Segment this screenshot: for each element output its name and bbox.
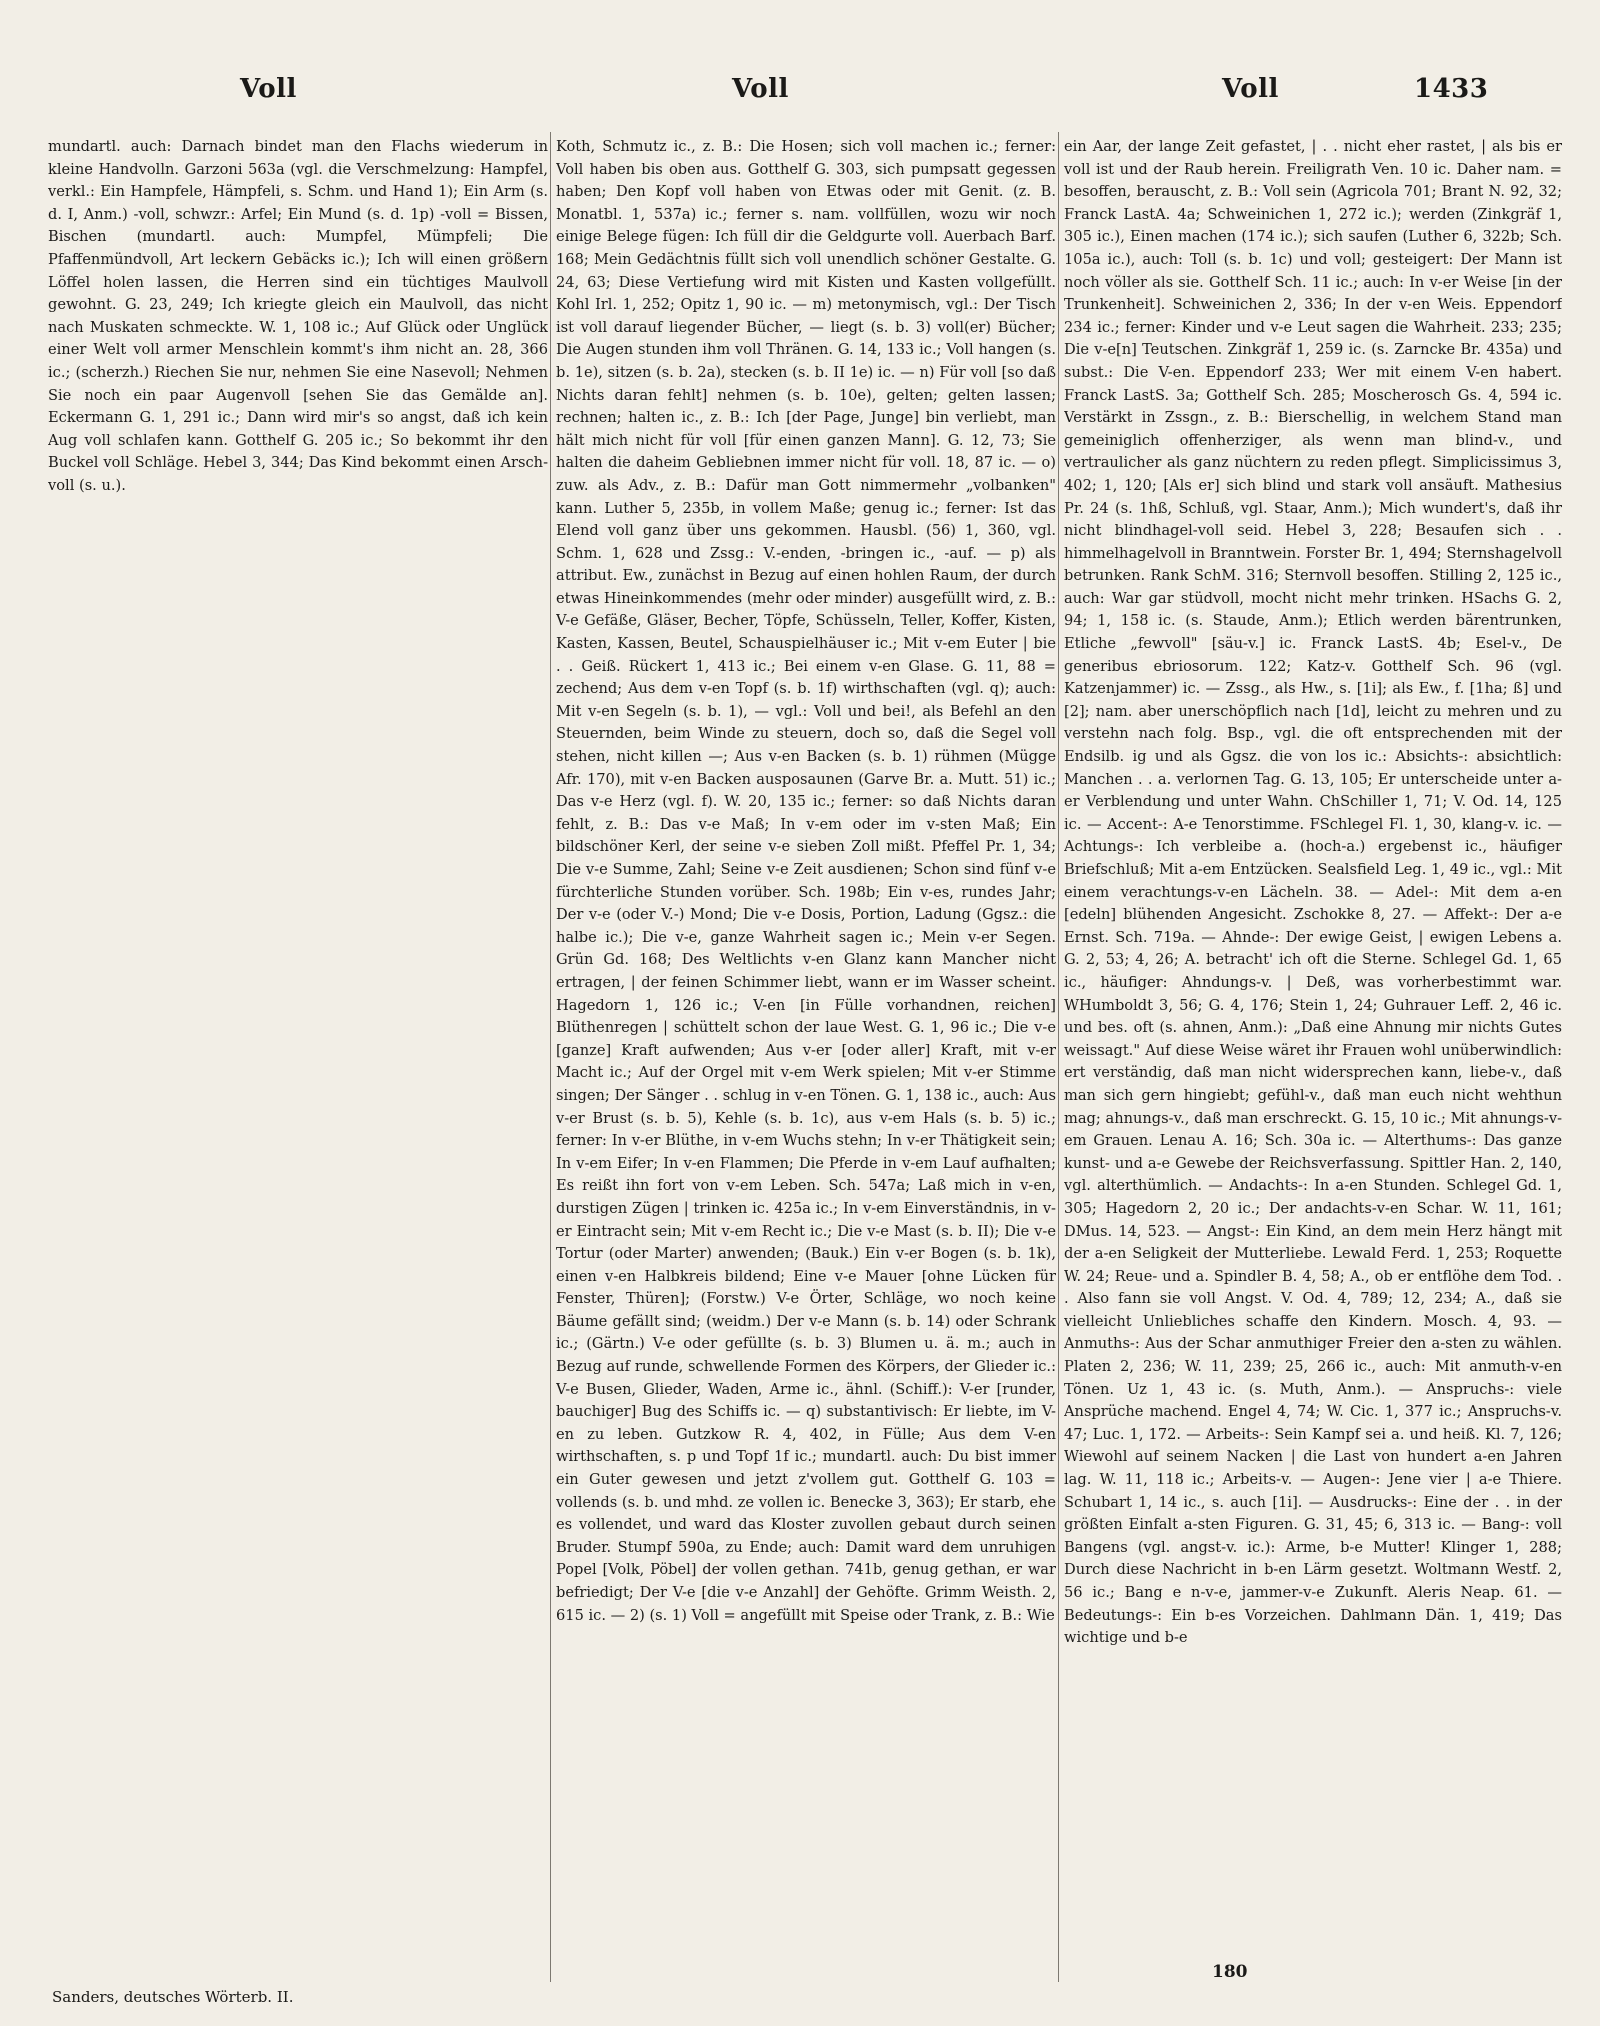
column-2-paragraph: Koth, Schmutz ic., z. B.: Die Hosen; sich voll machen ic.; ferner: Voll haben bis oben aus. Gotthelf G. 303, sich pumpsatt gegessen haben; Den Kopf voll haben von Etwas oder mit Genit. (z. B. Monatbl. 1, 537a) ic.; ferner s. nam. vollfüllen, wozu wir noch einige Belege fügen: Ich füll dir die Geldgurte voll. Auerbach Barf. 168; Mein Gedächtnis füllt sich voll unendlich schöner Gestalte. G. 24, 63; Diese Vertiefung wird mit Kisten und Kasten vollgefüllt. Kohl Irl. 1, 252; Opitz 1, 90 ic. — m) metonymisch, vgl.: Der Tisch ist voll darauf liegender Bücher, — liegt (s. b. 3) voll(er) Bücher; Die Augen stunden ihm voll Thränen. G. 14, 133 ic.; Voll hangen (s. b. 1e), sitzen (s. b. 2a), stecken (s. b. II 1e) ic. — n) Für voll [so daß Nichts daran fehlt] nehmen (s. b. 10e), gelten; gelten lassen; rechnen; halten ic., z. B.: Ich [der Page, Junge] bin verliebt, man hält mich nicht für voll [für einen ganzen Mann]. G. 12, 73; Sie halten die daheim Gebliebnen immer nicht für voll. 18, 87 ic. — o) zuw. als Adv., z. B.: Dafür man Gott nimmermehr „volbanken" kann. Luther 5, 235b, in vollem Maße; genug ic.; ferner: Ist das Elend voll ganz über uns gekommen. Hausbl. (56) 1, 360, vgl. Schm. 1, 628 und Zssg.: V.-enden, -bringen ic., -auf. — p) als attribut. Ew., zunächst in Bezug auf einen hohlen Raum, der durch etwas Hineinkommendes (mehr oder minder) ausgefüllt wird, z. B.: V-e Gefäße, Gläser, Becher, Töpfe, Schüsseln, Teller, Koffer, Kisten, Kasten, Kassen, Beutel, Schauspielhäuser ic.; Mit v-em Euter | bie . . Geiß. Rückert 1, 413 ic.; Bei einem v-en Glase. G. 11, 88 = zechend; Aus dem v-en Topf (s. b. 1f) wirthschaften (vgl. q); auch: Mit v-en Segeln (s. b. 1), — vgl.: Voll und bei!, als Befehl an den Steuernden, beim Winde zu steuern, doch so, daß die Segel voll stehen, nicht killen —; Aus v-en Backen (s. b. 1) rühmen (Mügge Afr. 170), mit v-en Backen ausposaunen (Garve Br. a. Mutt. 51) ic.; Das v-e Herz (vgl. f). W. 20, 135 ic.; ferner: so daß Nichts daran fehlt, z. B.: Das v-e Maß; In v-em oder im v-sten Maß; Ein bildschöner Kerl, der seine v-e sieben Zoll mißt. Pfeffel Pr. 1, 34; Die v-e Summe, Zahl; Seine v-e Zeit ausdienen; Schon sind fünf v-e fürchterliche Stunden vorüber. Sch. 198b; Ein v-es, rundes Jahr; Der v-e (oder V.-) Mond; Die v-e Dosis, Portion, Ladung (Ggsz.: die halbe ic.); Die v-e, ganze Wahrheit sagen ic.; Mein v-er Segen. Grün Gd. 168; Des Weltlichts v-en Glanz kann Mancher nicht ertragen, | der feinen Schimmer liebt, wann er im Wasser scheint. Hagedorn 1, 126 ic.; V-en [in Fülle vorhandnen, reichen] Blüthenregen | schüttelt schon der laue West. G. 1, 96 ic.; Die v-e [ganze] Kraft aufwenden; Aus v-er [oder aller] Kraft, mit v-er Macht ic.; Auf der Orgel mit v-em Werk spielen; Mit v-er Stimme singen; Der Sänger . . schlug in v-en Tönen. G. 1, 138 ic., auch: Aus v-er Brust (s. b. 5), Kehle (s. b. 1c), aus v-em Hals (s. b. 5) ic.; ferner: In v-er Blüthe, in v-em Wuchs stehn; In v-er Thätigkeit sein; In v-em Eifer; In v-en Flammen; Die Pferde in v-em Lauf aufhalten; Es reißt ihn fort von v-em Leben. Sch. 547a; Laß mich in v-en, durstigen Zügen | trinken ic. 425a ic.; In v-em Einverständnis, in v-er Eintracht sein; Mit v-em Recht ic.; Die v-e Mast (s. b. II); Die v-e Tortur (oder Marter) anwenden; (Bauk.) Ein v-er Bogen (s. b. 1k), einen v-en Halbkreis bildend; Eine v-e Mauer [ohne Lücken für Fenster, Thüren]; (Forstw.) V-e Örter, Schläge, wo noch keine Bäume gefällt sind; (weidm.) Der v-e Mann (s. b. 14) oder Schrank ic.; (Gärtn.) V-e oder gefüllte (s. b. 3) Blumen u. ä. m.; auch in Bezug auf runde, schwellende Formen des Körpers, der Glieder ic.: V-e Busen, Glieder, Waden, Arme ic., ähnl. (Schiff.): V-er [runder, bauchiger] Bug des Schiffs ic. — q) substantivisch: Er liebte, im V-en zu leben. Gutzkow R. 4, 402, in Fülle; Aus dem V-en wirthschaften, s. p und Topf 1f ic.; mundartl. auch: Du bist immer ein Guter gewesen und jetzt z'vollem gut. Gotthelf G. 103 = vollends (s. b. und mhd. ze vollen ic. Benecke 3, 363); Er starb, ehe es vollendet, und ward das Kloster zuvollen gebaut durch seinen Bruder. Stumpf 590a, zu Ende; auch: Damit ward dem unruhigen Popel [Volk, Pöbel] der vollen gethan. 741b, genug gethan, er war befriedigt; Der V-e [die v-e Anzahl] der Gehöfte. Grimm Weisth. 2, 615 ic. — 2) (s. 1) Voll = angefüllt mit Speise oder Trank, z. B.: Wie	[556, 138, 1056, 1624]
column-3	[1064, 136, 1562, 1976]
running-head-center: Voll	[732, 74, 789, 104]
column-3-paragraph: ein Aar, der lange Zeit gefastet, | . . nicht eher rastet, | als bis er voll ist und der Raub herein. Freiligrath Ven. 10 ic. Daher nam. = besoffen, berauscht, z. B.: Voll sein (Agricola 701; Brant N. 92, 32; Franck LastA. 4a; Schweinichen 1, 272 ic.); werden (Zinkgräf 1, 305 ic.), Einen machen (174 ic.); sich saufen (Luther 6, 322b; Sch. 105a ic.), auch: Toll (s. b. 1c) und voll; gesteigert: Der Mann ist noch völler als sie. Gotthelf Sch. 11 ic.; auch: In v-er Weise [in der Trunkenheit]. Schweinichen 2, 336; In der v-en Weis. Eppendorf 234 ic.; ferner: Kinder und v-e Leut sagen die Wahrheit. 233; 235; Die v-e[n] Teutschen. Zinkgräf 1, 259 ic. (s. Zarncke Br. 435a) und subst.: Die V-en. Eppendorf 233; Wer mit einem V-en habert. Franck LastS. 3a; Gotthelf Sch. 285; Moscherosch Gs. 4, 594 ic. Verstärkt in Zssgn., z. B.: Bierschellig, in welchem Stand man gemeiniglich offenherziger, als wenn man blind-v., und vertraulicher als ganz nüchtern zu reden pflegt. Simplicissimus 3, 402; 1, 120; [Als er] sich blind und stark voll ansäuft. Mathesius Pr. 24 (s. 1hß, Schluß, vgl. Staar, Anm.); Mich wundert's, daß ihr nicht blindhagel-voll seid. Hebel 3, 228; Besaufen sich . . himmelhagelvoll in Branntwein. Forster Br. 1, 494; Sternshagelvoll betrunken. Rank SchM. 316; Sternvoll besoffen. Stilling 2, 125 ic., auch: War gar stüdvoll, mocht nicht mehr trinken. HSachs G. 2, 94; 1, 158 ic. (s. Staude, Anm.); Etlich werden bärentrunken, Etliche „fewvoll" [säu-v.] ic. Franck LastS. 4b; Esel-v., De generibus ebriosorum. 122; Katz-v. Gotthelf Sch. 96 (vgl. Katzenjammer) ic. — Zssg., als Hw., s. [1i]; als Ew., f. [1ha; ß] und [2]; nam. aber unerschöpflich nach [1d], leicht zu mehren und zu verstehn nach folg. Bsp., vgl. die oft entsprechenden mit der Endsilb. ig und als Ggsz. die von los ic.: Absichts-: absichtlich: Manchen . . a. verlornen Tag. G. 13, 105; Er unterscheide unter a-er Verblendung und unter Wahn. ChSchiller 1, 71; V. Od. 14, 125 ic. — Accent-: A-e Tenorstimme. FSchlegel Fl. 1, 30, klang-v. ic. — Achtungs-: Ich verbleibe a. (hoch-a.) ergebenst ic., häufiger Briefschluß; Mit a-em Entzücken. Sealsfield Leg. 1, 49 ic., vgl.: Mit einem verachtungs-v-en Lächeln. 38. — Adel-: Mit dem a-en [edeln] blühenden Angesicht. Zschokke 8, 27. — Affekt-: Der a-e Ernst. Sch. 719a. — Ahnde-: Der ewige Geist, | ewigen Lebens a. G. 2, 53; 4, 26; A. betracht' ich oft die Sterne. Schlegel Gd. 1, 65 ic., häufiger: Ahndungs-v. | Deß, was vorherbestimmt war. WHumboldt 3, 56; G. 4, 176; Stein 1, 24; Guhrauer Leff. 2, 46 ic. und bes. oft (s. ahnen, Anm.): „Daß eine Ahnung mir nichts Gutes weissagt." Auf diese Weise wäret ihr Frauen wohl unüberwindlich: ert verständig, daß man nicht widersprechen kann, liebe-v., daß man sich gern hingiebt; gefühl-v., daß man euch nicht wehthun mag; ahnungs-v., daß man erschreckt. G. 15, 10 ic.; Mit ahnungs-v-em Grauen. Lenau A. 16; Sch. 30a ic. — Alterthums-: Das ganze kunst- und a-e Gewebe der Reichsverfassung. Spittler Han. 2, 140, vgl. alterthümlich. — Andachts-: In a-en Stunden. Schlegel Gd. 1, 305; Hagedorn 2, 20 ic.; Der andachts-v-en Schar. W. 11, 161; DMus. 14, 523. — Angst-: Ein Kind, an dem mein Herz hängt mit der a-en Seligkeit der Mutterliebe. Lewald Ferd. 1, 253; Roquette W. 24; Reue- und a. Spindler B. 4, 58; A., ob er entflöhe dem Tod. . . Also fann sie voll Angst. V. Od. 4, 789; 12, 234; A., daß sie vielleicht Unliebliches schaffe den Kindern. Mosch. 4, 93. — Anmuths-: Aus der Schar anmuthiger Freier den a-sten zu wählen. Platen 2, 236; W. 11, 239; 25, 266 ic., auch: Mit anmuth-v-en Tönen. Uz 1, 43 ic. (s. Muth, Anm.). — Anspruchs-: viele Ansprüche machend. Engel 4, 74; W. Cic. 1, 377 ic.; Anspruchs-v. 47; Luc. 1, 172. — Arbeits-: Sein Kampf sei a. und heiß. Kl. 7, 126; Wiewohl auf seinem Nacken | die Last von hundert a-en Jahren lag. W. 11, 118 ic.; Arbeits-v. — Augen-: Jene vier | a-e Thiere. Schubart 1, 14 ic., s. auch [1i]. — Ausdrucks-: Eine der . . in der größten Einfalt a-sten Figuren. G. 31, 45; 6, 313 ic. — Bang-: voll Bangens (vgl. angst-v. ic.): Arme, b-e Mutter! Klinger 1, 288; Durch diese Nachricht in b-en Lärm gesetzt. Woltmann Westf. 2, 56 ic.; Bang e n-v-e, jammer-v-e Zukunft. Aleris Neap. 61. — Bedeutungs-: Ein b-es Vorzeichen. Dahlmann Dän. 1, 419; Das wichtige und b-e	[1064, 138, 1562, 1647]
column-1	[48, 136, 548, 1976]
column-rule-2	[1058, 132, 1059, 1982]
column-rule-1	[550, 132, 551, 1982]
page-number: 1433	[1414, 74, 1489, 104]
sheet-number: 180	[1212, 1962, 1248, 1982]
running-head-left: Voll	[240, 74, 297, 104]
footer-source: Sanders, deutsches Wörterb. II.	[52, 1988, 294, 2006]
running-head-right: Voll	[1222, 74, 1279, 104]
column-1-paragraph: mundartl. auch: Darnach bindet man den Flachs wiederum in kleine Handvolln. Garzoni 563a (vgl. die Verschmelzung: Hampfel, verkl.: Ein Hampfele, Hämpfeli, s. Schm. und Hand 1); Ein Arm (s. d. I, Anm.) -voll, schwzr.: Arfel; Ein Mund (s. d. 1p) -voll = Bissen, Bischen (mundartl. auch: Mumpfel, Mümpfeli; Die Pfaffenmündvoll, Art leckern Gebäcks ic.); Ich will einen größern Löffel holen lassen, die Herren sind ein tüchtiges Maulvoll gewohnt. G. 23, 249; Ich kriegte gleich ein Maulvoll, das nicht nach Muskaten schmeckte. W. 1, 108 ic.; Auf Glück oder Unglück einer Welt voll armer Menschlein kommt's ihm nicht an. 28, 366 ic.; (scherzh.) Riechen Sie nur, nehmen Sie eine Nasevoll; Nehmen Sie noch ein paar Augenvoll [sehen Sie das Gemälde an]. Eckermann G. 1, 291 ic.; Dann wird mir's so angst, daß ich kein Aug voll schlafen kann. Gotthelf G. 205 ic.; So bekommt ihr den Buckel voll Schläge. Hebel 3, 344; Das Kind bekommt einen Arsch-voll (s. u.).	[48, 138, 548, 494]
column-2	[556, 136, 1056, 1976]
